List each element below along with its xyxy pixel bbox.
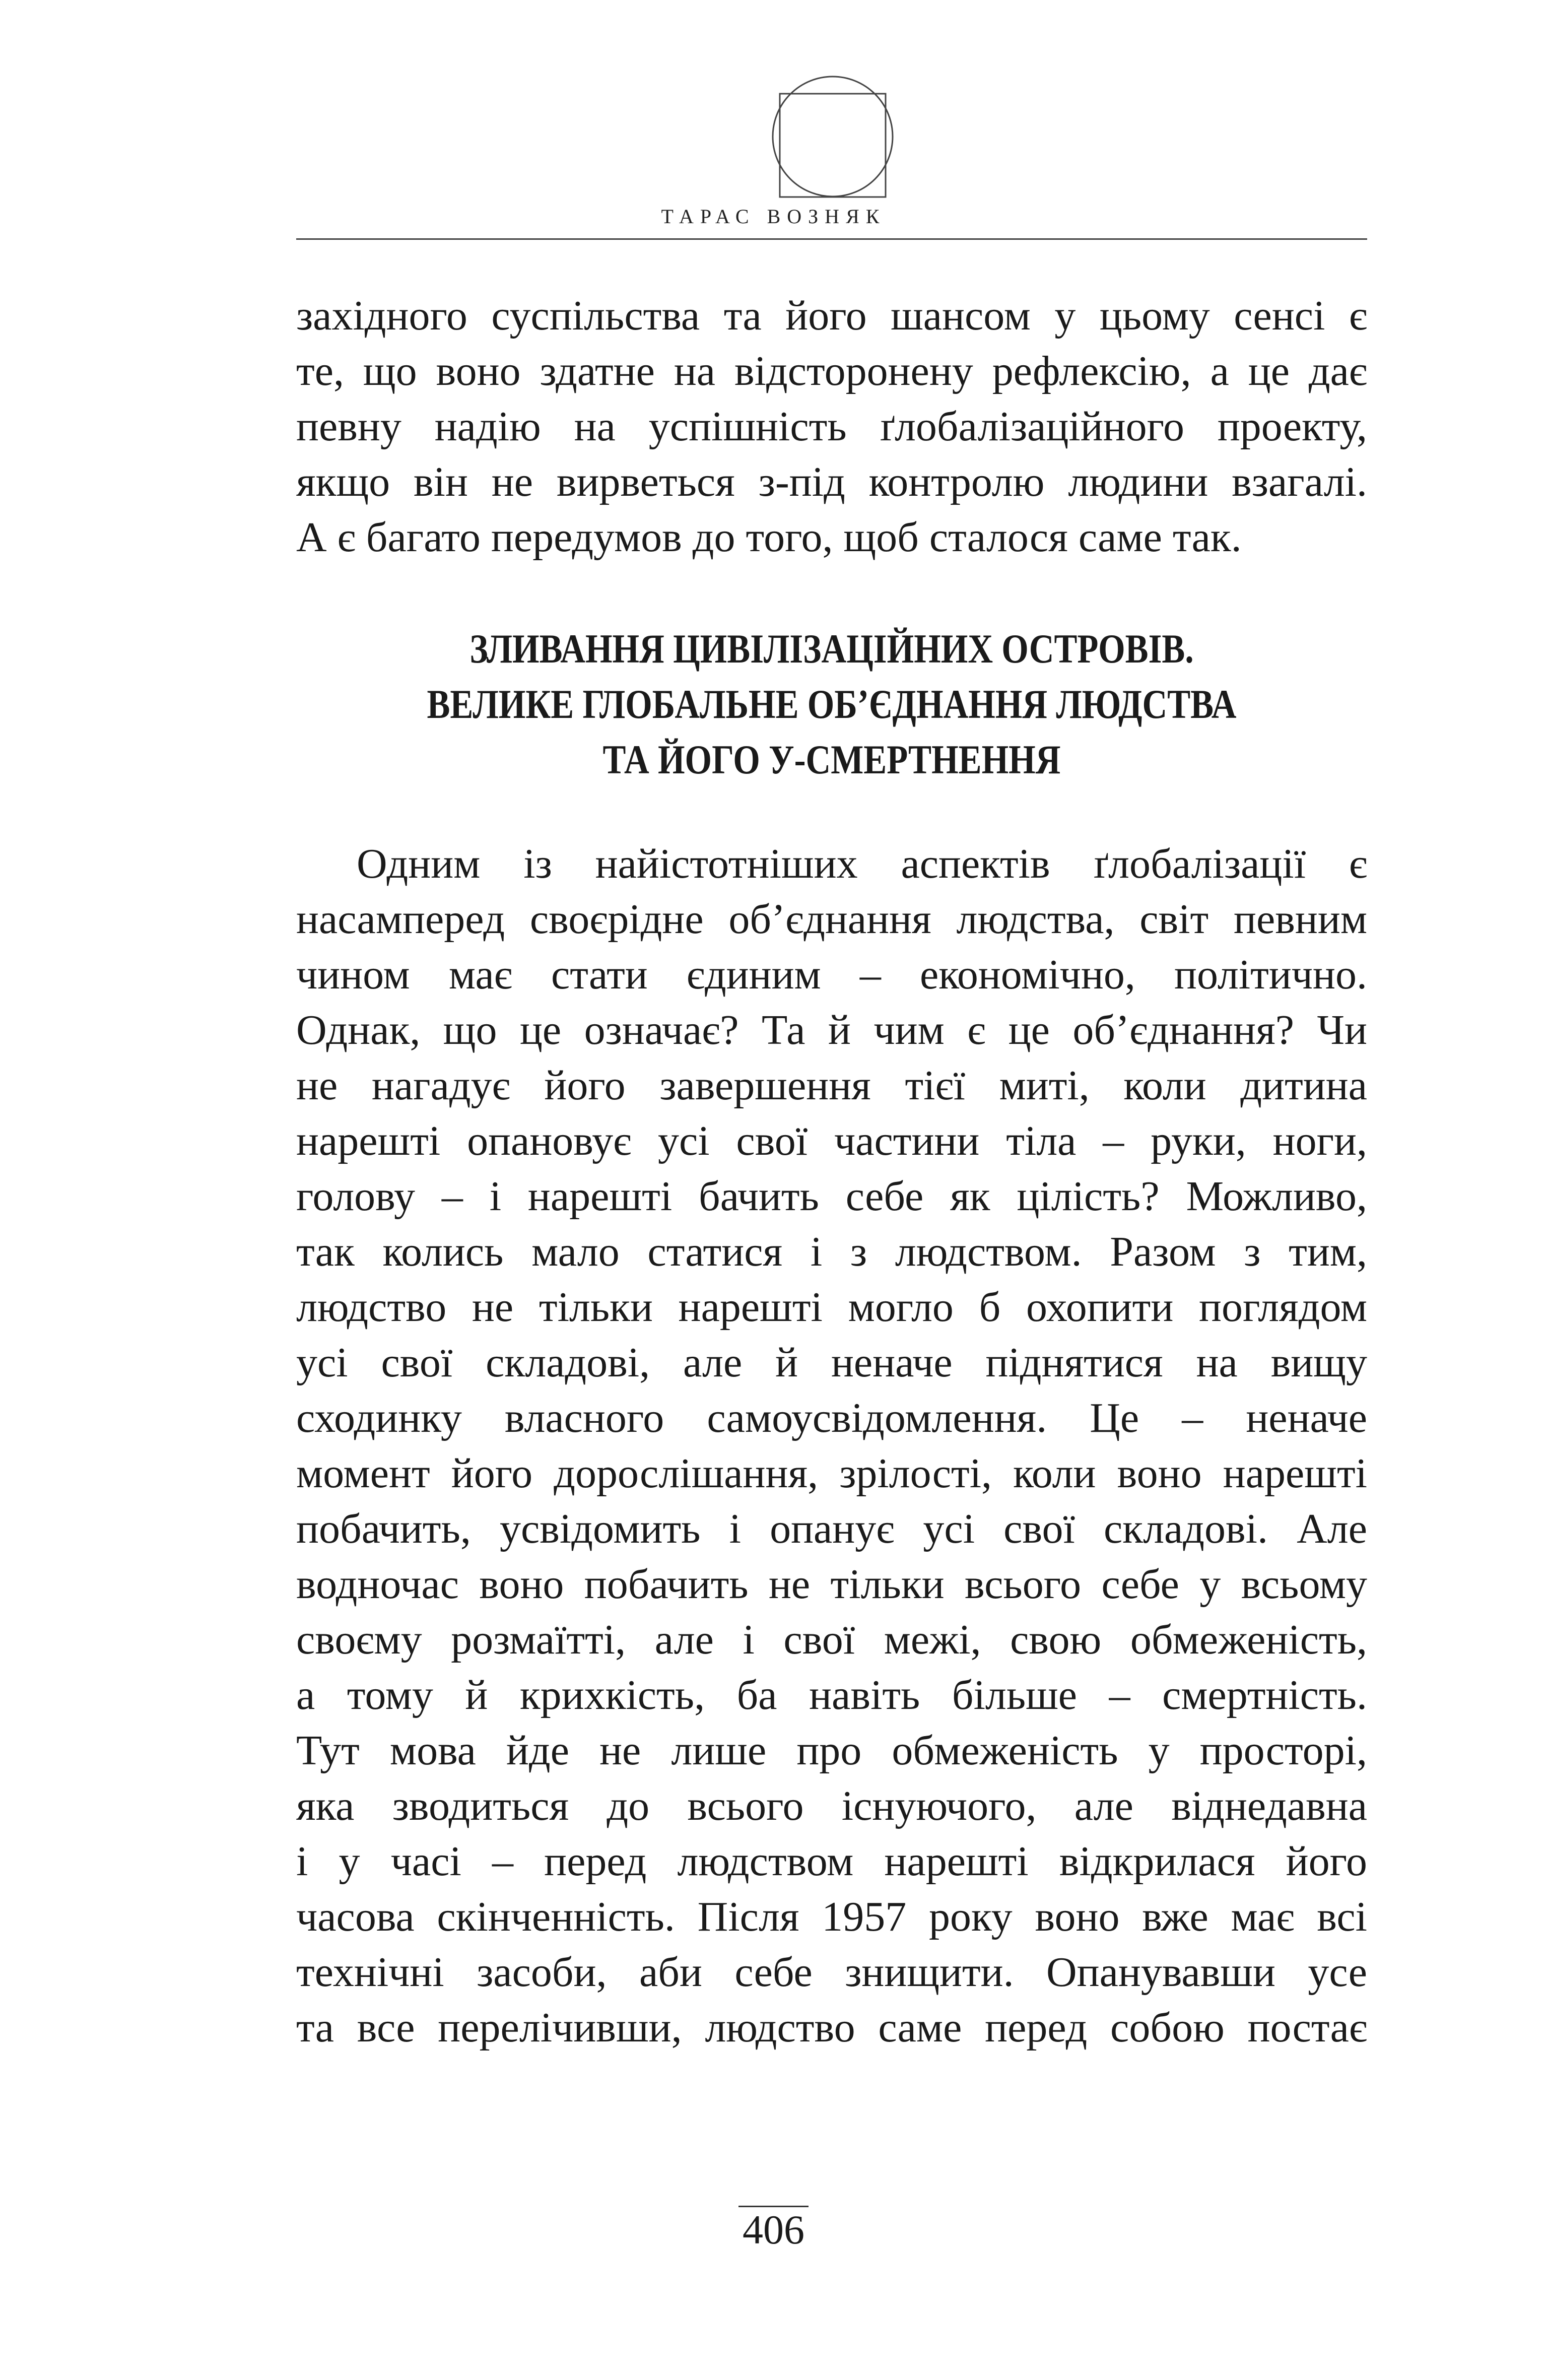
body-line: насамперед своєрідне об’єднання людства, світ певним — [296, 896, 1367, 943]
section-heading — [382, 621, 1282, 787]
body-line: яка зводиться до всього існуючого, але віднедавна — [296, 1782, 1367, 1829]
body-line: часова скінченність. Після 1957 року воно вже має всі — [296, 1893, 1367, 1940]
intro-paragraph — [296, 288, 1367, 565]
intro-line: певну надію на успішність ґлобалізаційного проекту, — [296, 403, 1367, 450]
intro-line: те, що воно здатне на відсторонену рефлексію, а це дає — [296, 348, 1367, 394]
running-head: ТАРАС ВОЗНЯК — [661, 205, 886, 228]
intro-line: А є багато передумов до того, щоб сталося саме так. — [296, 514, 1242, 561]
page-footer — [0, 2206, 1547, 2253]
body-line: Тут мова йде не лише про обмеженість у просторі, — [296, 1727, 1367, 1774]
author-emblem-icon — [771, 75, 895, 199]
body-line: технічні засоби, аби себе знищити. Опанувавши усе — [296, 1949, 1367, 1996]
body-paragraph — [296, 836, 1367, 2056]
section-heading-line: ТА ЙОГО У-СМЕРТНЕННЯ — [602, 737, 1061, 782]
body-line: так колись мало статися і з людством. Разом з тим, — [296, 1228, 1367, 1275]
body-line: Одним із найістотніших аспектів ґлобалізації є — [357, 840, 1367, 887]
section-heading-line: ЗЛИВАННЯ ЦИВІЛІЗАЦІЙНИХ ОСТРОВІВ. — [469, 626, 1194, 672]
body-line: і у часі – перед людством нарешті відкрилася його — [296, 1838, 1367, 1885]
body-line: сходинку власного самоусвідомлення. Це – неначе — [296, 1395, 1367, 1441]
body-line: водночас воно побачить не тільки всього себе у всьому — [296, 1561, 1367, 1608]
body-line: нарешті опановує усі свої частини тіла – руки, ноги, — [296, 1117, 1367, 1164]
body-line: людство не тільки нарешті могло б охопити поглядом — [296, 1284, 1367, 1331]
section-heading-line: ВЕЛИКЕ ГЛОБАЛЬНЕ ОБ’ЄДНАННЯ ЛЮДСТВА — [427, 681, 1237, 727]
body-line: а тому й крихкість, ба навіть більше – смертність. — [296, 1672, 1367, 1718]
body-line: своєму розмаїтті, але і свої межі, свою обмеженість, — [296, 1616, 1367, 1663]
body-line: не нагадує його завершення тієї миті, коли дитина — [296, 1062, 1367, 1109]
page-number: 406 — [738, 2206, 809, 2253]
header-divider — [296, 238, 1367, 240]
body-line: та все перелічивши, людство саме перед собою постає — [296, 2004, 1367, 2051]
intro-line: західного суспільства та його шансом у цьому сенсі є — [296, 292, 1367, 339]
body-line: побачить, усвідомить і опанує усі свої складові. Але — [296, 1505, 1367, 1552]
body-line: чином має стати єдиним – економічно, політично. — [296, 951, 1367, 998]
body-line: голову – і нарешті бачить себе як цілість? Можливо, — [296, 1173, 1367, 1220]
body-line: Однак, що це означає? Та й чим є це об’єднання? Чи — [296, 1007, 1367, 1053]
body-line: момент його дорослішання, зрілості, коли воно нарешті — [296, 1450, 1367, 1497]
body-line: усі свої складові, але й неначе піднятися на вищу — [296, 1339, 1367, 1386]
intro-line: якщо він не вирветься з-під контролю людини взагалі. — [296, 458, 1367, 505]
